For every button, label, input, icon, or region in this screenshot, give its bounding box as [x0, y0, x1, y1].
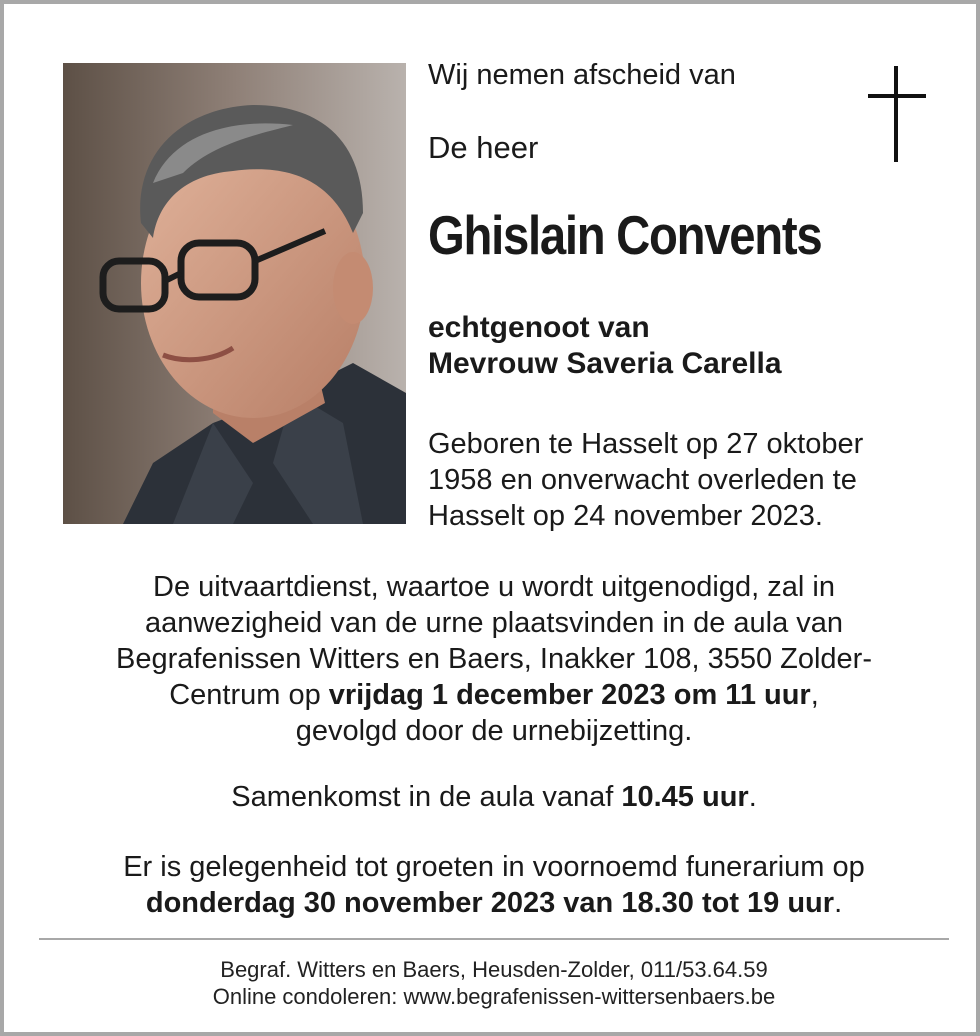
cross-icon	[868, 66, 926, 162]
visitation-line	[44, 885, 944, 921]
birth-line: 1958 en onverwacht overleden te	[428, 464, 857, 496]
spouse-block	[428, 310, 782, 382]
birth-line: Hasselt op 24 november 2023.	[428, 500, 823, 532]
spouse-name: Mevrouw Saveria Carella	[428, 347, 782, 380]
service-block	[44, 569, 944, 749]
footer	[44, 956, 944, 1010]
gathering-text: Samenkomst in de aula vanaf	[231, 781, 622, 813]
funeral-home-contact: Begraf. Witters en Baers, Heusden-Zolder, 011/53.64.59	[220, 957, 768, 982]
service-line: De uitvaartdienst, waartoe u wordt uitgenodigd, zal in	[153, 571, 835, 603]
visitation-block	[44, 849, 944, 921]
birth-line: Geboren te Hasselt op 27 oktober	[428, 428, 864, 460]
portrait-image	[63, 63, 406, 524]
service-line: Begrafenissen Witters en Baers, Inakker 108, 3550 Zolder-	[116, 643, 872, 675]
gathering-time: 10.45 uur	[621, 781, 749, 813]
spouse-line: echtgenoot van	[428, 311, 650, 344]
divider	[39, 938, 949, 940]
portrait-photo	[63, 63, 406, 524]
service-line	[44, 677, 944, 713]
service-text: Centrum op	[169, 679, 329, 711]
online-condolence-link[interactable]: Online condoleren: www.begrafenissen-wittersenbaers.be	[212, 984, 776, 1009]
visitation-line: Er is gelegenheid tot groeten in voornoemd funerarium op	[123, 851, 865, 883]
service-line: gevolgd door de urnebijzetting.	[295, 715, 693, 747]
service-text: ,	[810, 679, 819, 711]
service-line: aanwezigheid van de urne plaatsvinden in de aula van	[144, 607, 844, 639]
service-datetime: vrijdag 1 december 2023 om 11 uur	[328, 679, 811, 711]
birth-death-block	[428, 426, 908, 534]
title-text: De heer	[428, 130, 539, 165]
deceased-name: Ghislain Convents	[428, 204, 822, 266]
visitation-text: .	[834, 887, 843, 919]
intro-text: Wij nemen afscheid van	[428, 59, 736, 91]
gathering-text: .	[748, 781, 757, 813]
visitation-datetime: donderdag 30 november 2023 van 18.30 tot 19 uur	[145, 887, 835, 919]
gathering-line	[44, 779, 944, 815]
